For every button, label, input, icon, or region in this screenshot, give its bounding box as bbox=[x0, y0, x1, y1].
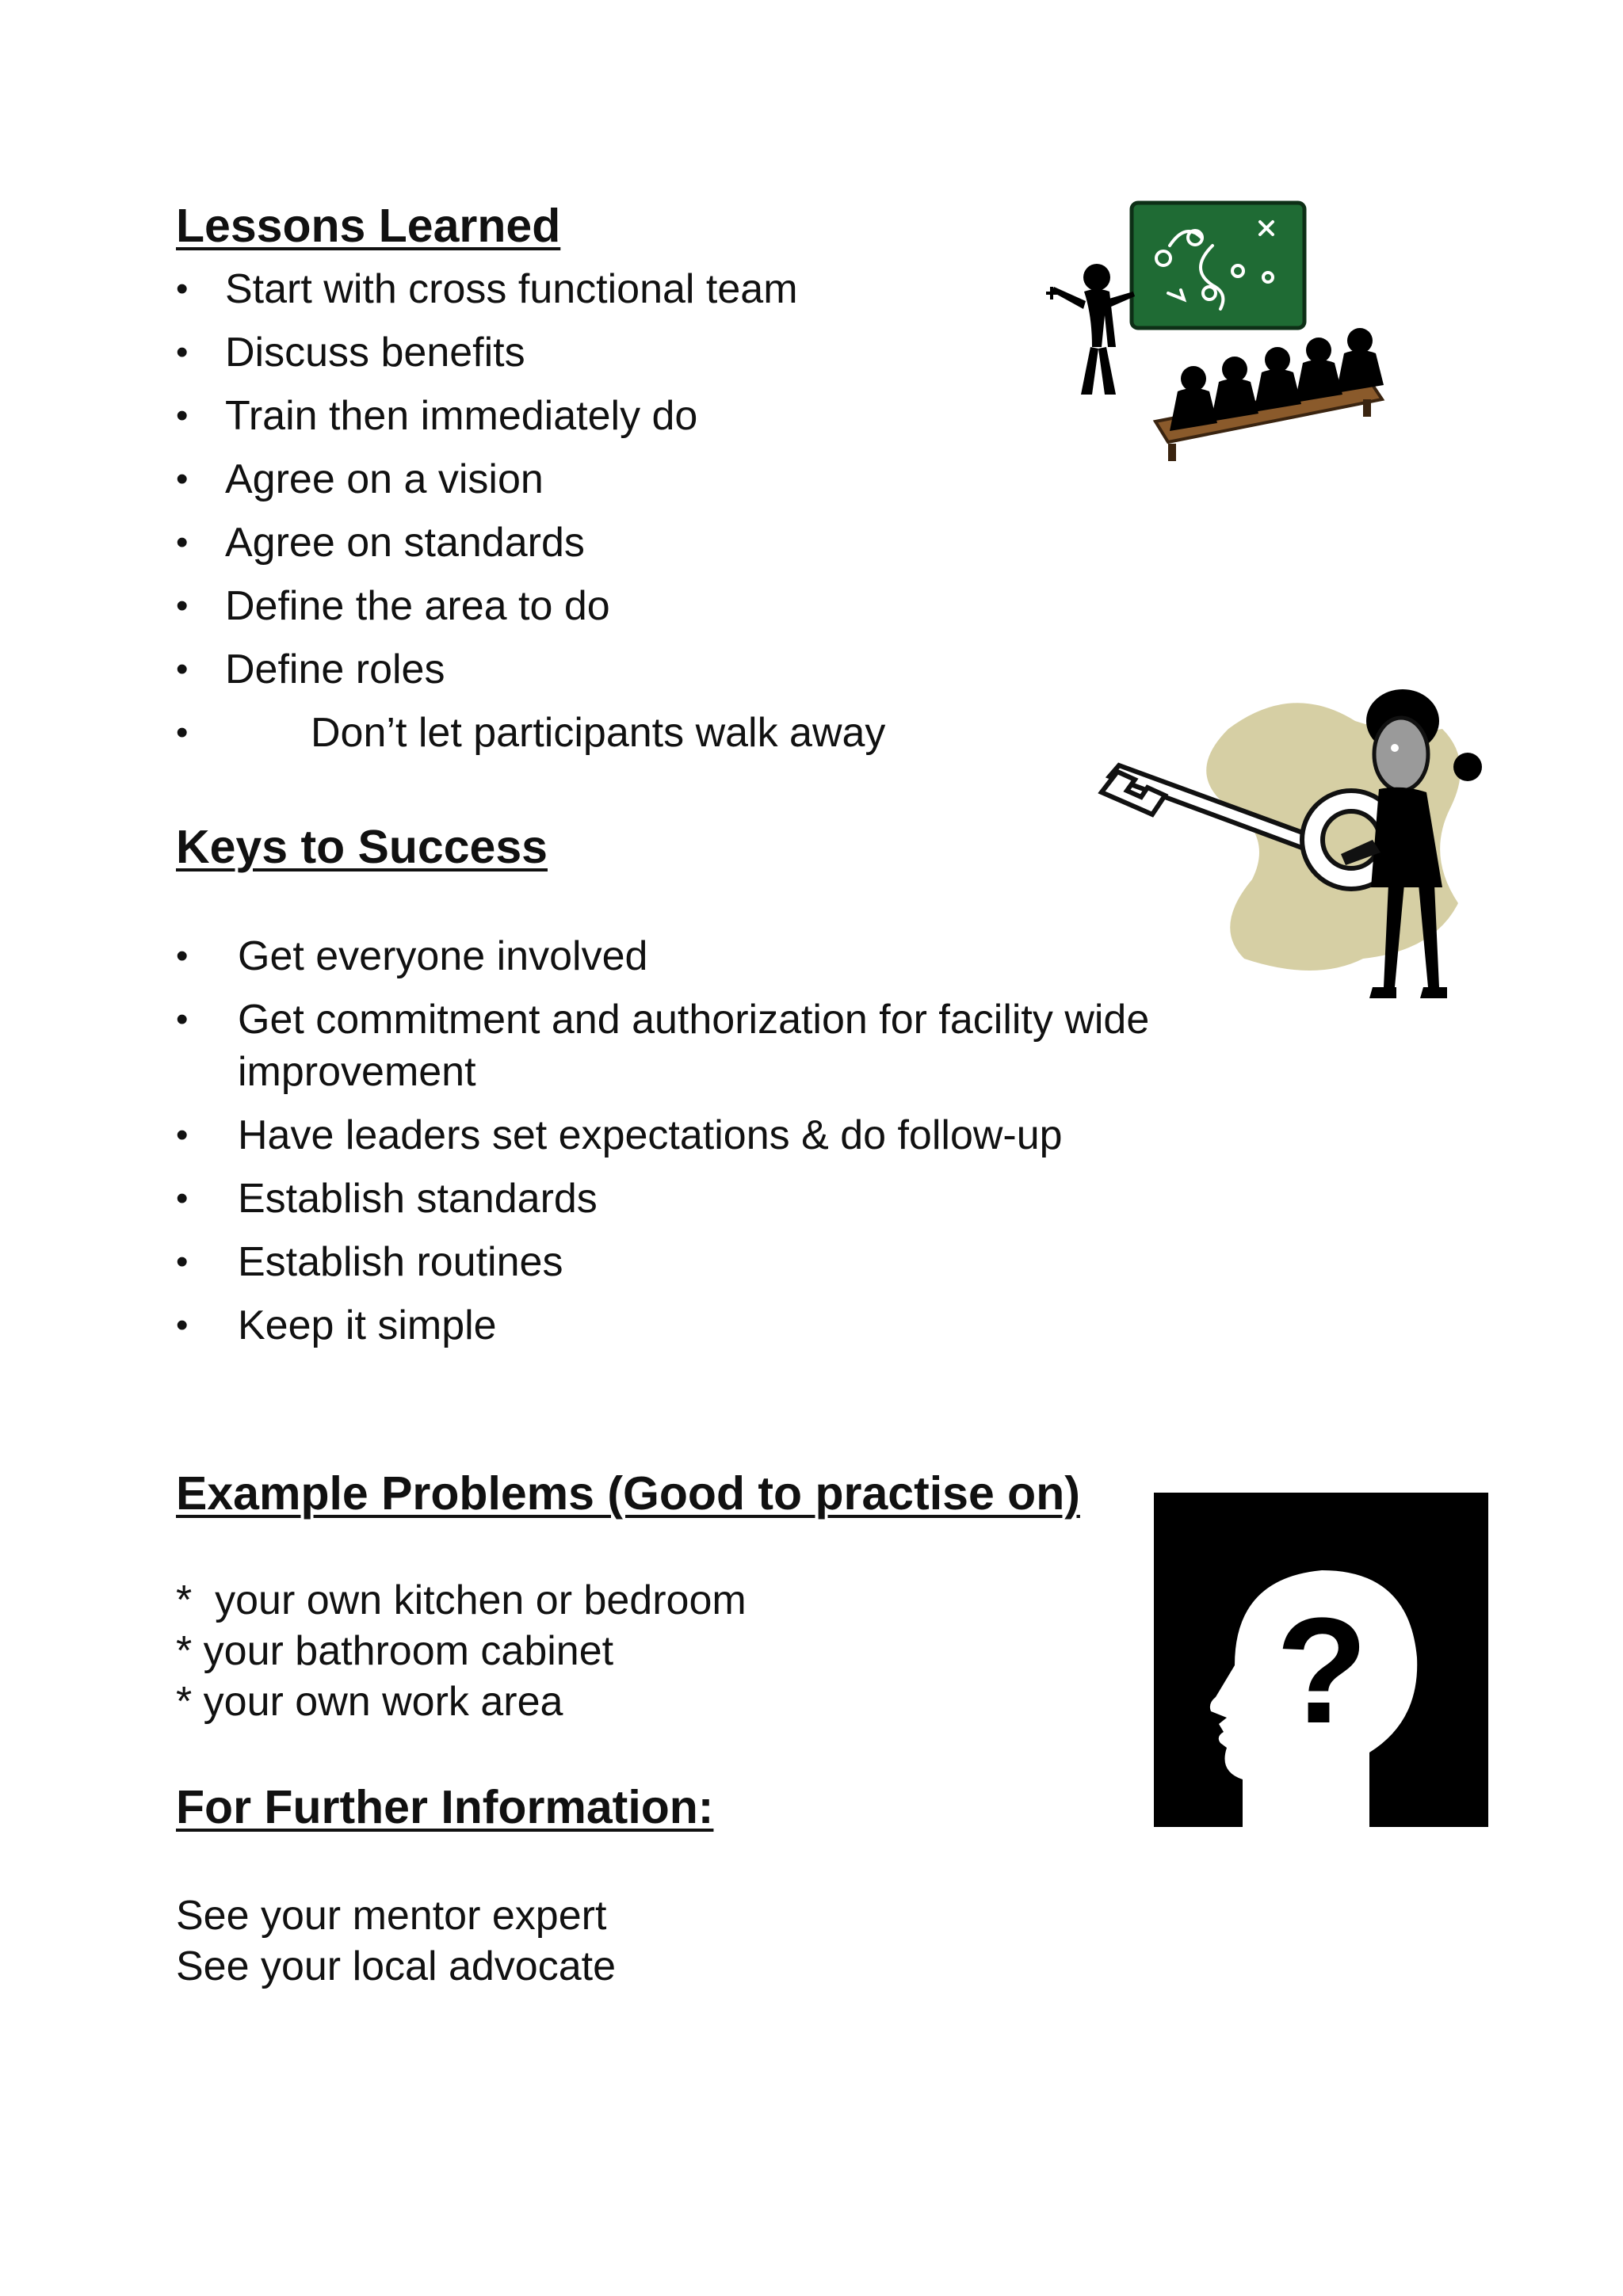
list-item: • Agree on a vision bbox=[176, 453, 885, 505]
head-question-icon bbox=[1154, 1493, 1488, 1827]
list-item: • Train then immediately do bbox=[176, 390, 885, 442]
lessons-heading: Lessons Learned bbox=[176, 200, 561, 252]
list-item: • Discuss benefits bbox=[176, 326, 885, 379]
lessons-list bbox=[176, 263, 885, 770]
list-item: • Define the area to do bbox=[176, 580, 885, 632]
list-item: • Keep it simple bbox=[176, 1299, 1238, 1352]
examples-heading: Example Problems (Good to practise on) bbox=[176, 1467, 1080, 1520]
list-item: • Start with cross functional team bbox=[176, 263, 885, 315]
list-item: • Establish routines bbox=[176, 1236, 1238, 1288]
example-line: * your own kitchen or bedroom bbox=[176, 1577, 747, 1623]
further-line: See your mentor expert bbox=[176, 1893, 607, 1939]
list-item: • Establish standards bbox=[176, 1173, 1238, 1225]
list-item: • Define roles bbox=[176, 643, 885, 696]
example-line: * your own work area bbox=[176, 1679, 563, 1725]
list-item: • Get everyone involved bbox=[176, 930, 1238, 982]
list-item: • Get commitment and authorization for facility wide improvement bbox=[176, 994, 1238, 1098]
further-heading: For Further Information: bbox=[176, 1781, 714, 1833]
question-mark: ? bbox=[1275, 1587, 1369, 1755]
list-item: • Don’t let participants walk away bbox=[176, 707, 885, 759]
coach-chalkboard-icon bbox=[1030, 198, 1442, 467]
keys-heading: Keys to Success bbox=[176, 821, 548, 873]
list-item: • Agree on standards bbox=[176, 517, 885, 569]
list-item: • Have leaders set expectations & do follow-up bbox=[176, 1109, 1238, 1161]
further-line: See your local advocate bbox=[176, 1943, 617, 1989]
example-line: * your bathroom cabinet bbox=[176, 1628, 614, 1674]
woman-with-key-icon bbox=[1078, 681, 1490, 1030]
